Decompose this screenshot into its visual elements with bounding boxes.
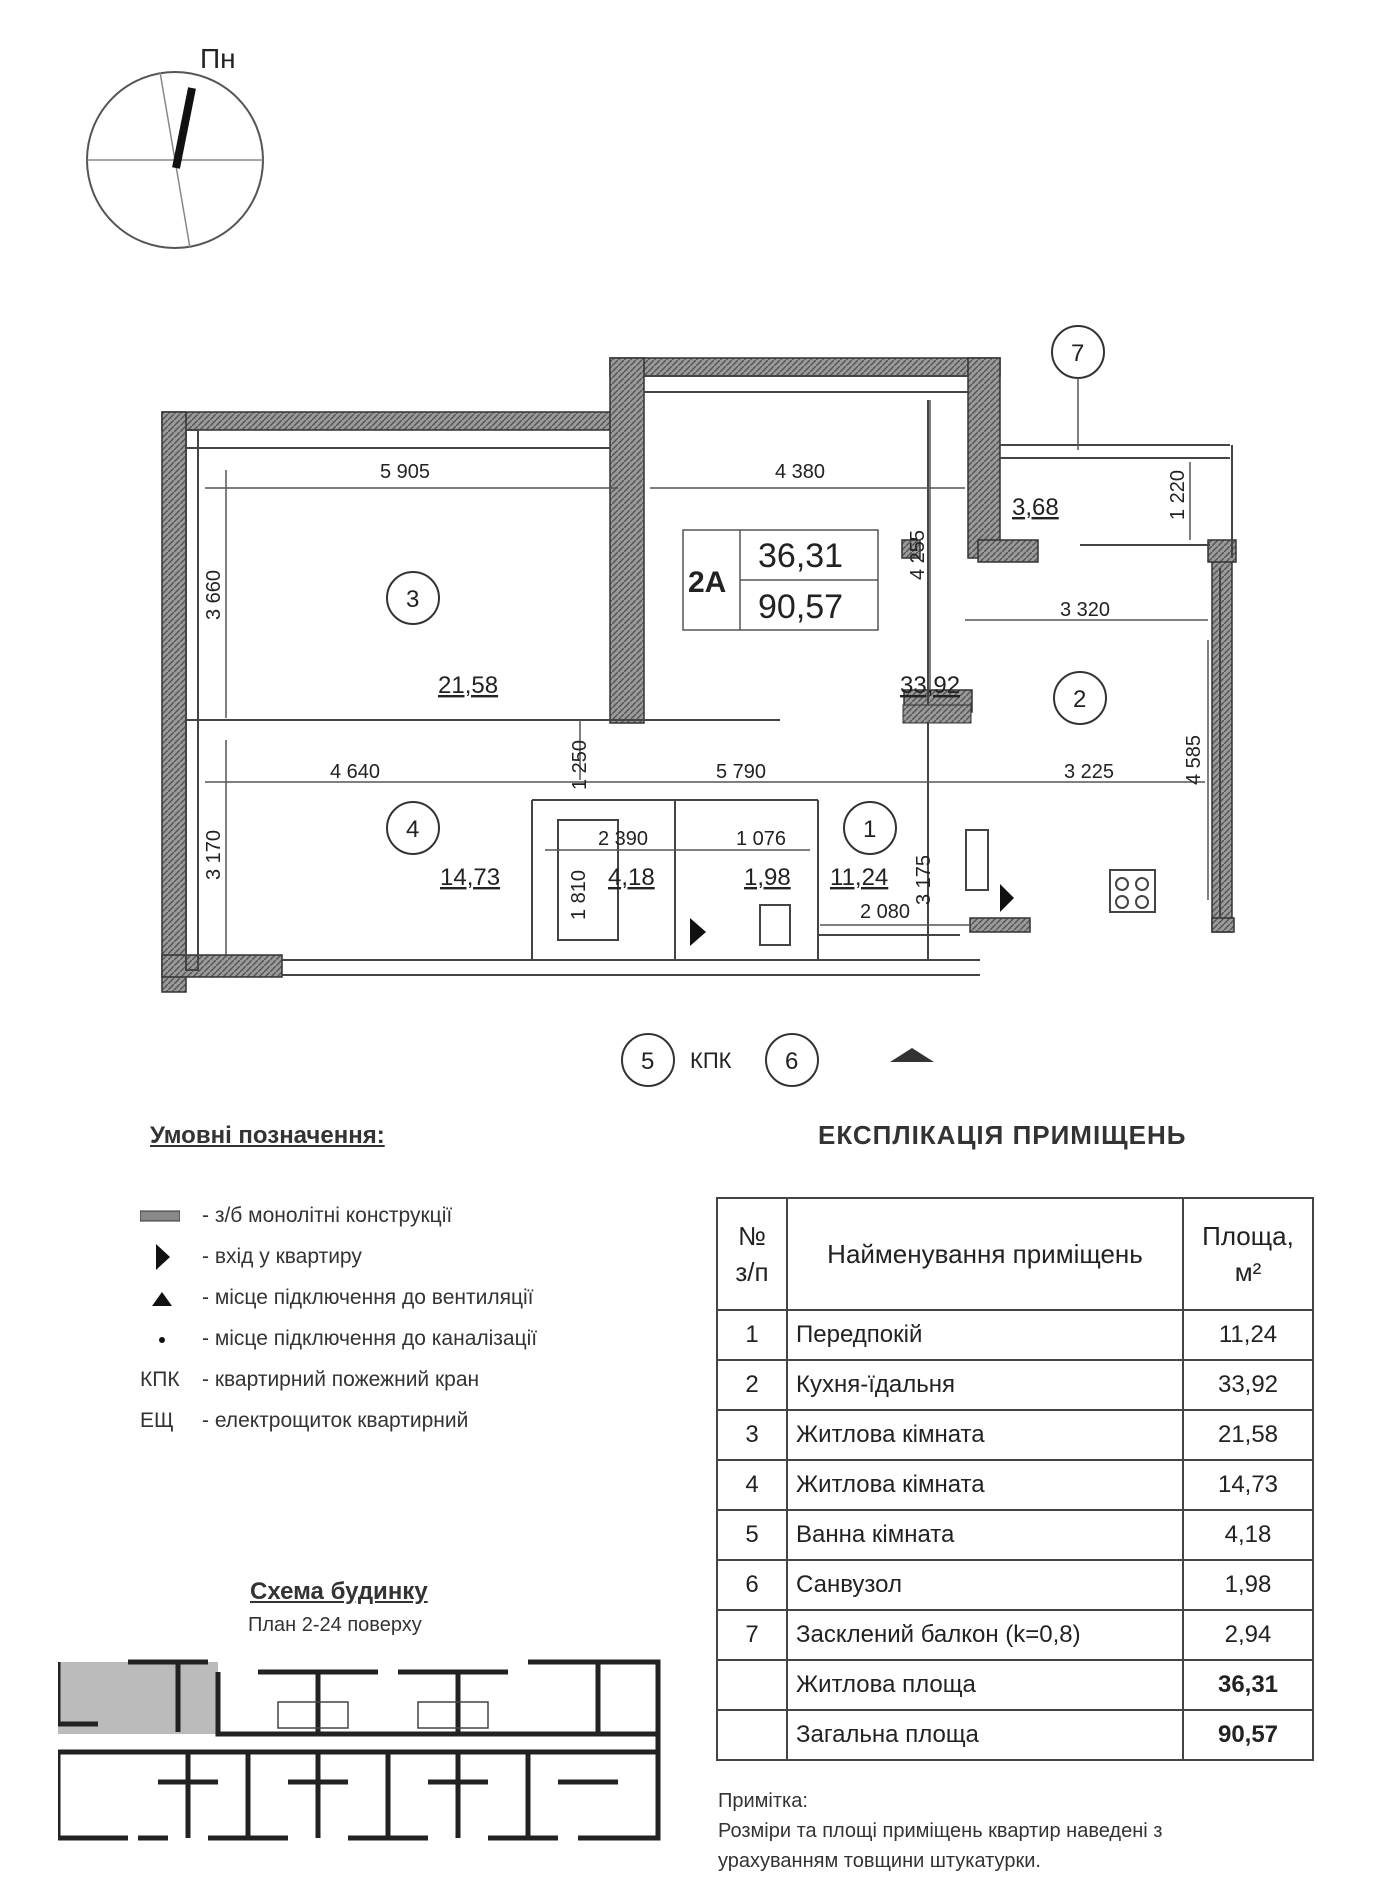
table-cell-area: 21,58 [1183, 1410, 1313, 1460]
table-cell-area: 33,92 [1183, 1360, 1313, 1410]
dim-4585: 4 585 [1183, 734, 1205, 785]
dim-2390: 2 390 [598, 828, 649, 850]
table-cell-name: Житлова кімната [787, 1460, 1183, 1510]
room-1-area: 11,24 [830, 864, 889, 891]
ventilation-triangle-icon [140, 1288, 202, 1308]
room-4-number: 4 [406, 816, 420, 843]
room-5-area: 4,18 [608, 864, 655, 891]
table-cell-name: Передпокій [787, 1310, 1183, 1360]
apartment-label [683, 530, 878, 630]
note-line: урахуванням товщини штукатурки. [718, 1850, 1041, 1872]
table-cell-name: Житлова кімната [787, 1410, 1183, 1460]
header-area: Площа, м² [1183, 1198, 1313, 1310]
table-row [717, 1610, 1313, 1660]
table-cell-name: Санвузол [787, 1560, 1183, 1610]
dim-3175: 3 175 [913, 854, 935, 905]
table-row [717, 1510, 1313, 1560]
legend-item-text: - місце підключення до вентиляції [202, 1285, 534, 1309]
legend-item-text: - з/б монолітні конструкції [202, 1203, 453, 1227]
table-cell-num: 4 [717, 1460, 787, 1510]
room-5-number: 5 [641, 1048, 655, 1075]
table-row [717, 1310, 1313, 1360]
dim-1250: 1 250 [569, 739, 591, 790]
room-2-number: 2 [1073, 686, 1087, 713]
dim-1220: 1 220 [1167, 469, 1189, 520]
north-arrow-icon [176, 88, 192, 168]
room-2-area: 33,92 [900, 672, 961, 699]
table-cell-empty [717, 1660, 787, 1710]
entrance-triangle-icon [1000, 884, 1014, 912]
legend-symbol: ЕЩ [140, 1408, 174, 1432]
table-cell-num: 7 [717, 1610, 787, 1660]
table-cell-area: 2,94 [1183, 1610, 1313, 1660]
table-cell-area: 4,18 [1183, 1510, 1313, 1560]
table-total-row [717, 1660, 1313, 1710]
legend-item [140, 1277, 537, 1318]
table-cell-area: 14,73 [1183, 1460, 1313, 1510]
header-name: Найменування приміщень [787, 1198, 1183, 1310]
electrical-panel [903, 705, 971, 723]
dim-3660: 3 660 [203, 569, 225, 620]
compass-label: Пн [200, 43, 236, 74]
table-row [717, 1560, 1313, 1610]
sewer-dot-icon [140, 1329, 202, 1349]
dim-3225: 3 225 [1064, 761, 1115, 783]
dim-3170: 3 170 [203, 829, 225, 880]
legend-item [140, 1359, 537, 1400]
table-cell-area: 36,31 [1183, 1660, 1313, 1710]
explication-table [716, 1197, 1314, 1761]
legend-item-text: - вхід у квартиру [202, 1244, 362, 1268]
table-cell-num: 1 [717, 1310, 787, 1360]
dim-2080: 2 080 [860, 901, 911, 923]
dim-4380: 4 380 [775, 461, 826, 483]
apartment-total-area: 90,57 [758, 588, 844, 626]
table-row [717, 1360, 1313, 1410]
room-3-number: 3 [406, 586, 420, 613]
legend-item [140, 1318, 537, 1359]
table-cell-name: Ванна кімната [787, 1510, 1183, 1560]
legend [140, 1195, 537, 1441]
room-6-number: 6 [785, 1048, 799, 1075]
dim-5905: 5 905 [380, 461, 431, 483]
legend-item-text: - місце підключення до каналізації [202, 1326, 538, 1350]
table-cell-name: Кухня-їдальня [787, 1360, 1183, 1410]
table-cell-num: 6 [717, 1560, 787, 1610]
table-cell-num: 2 [717, 1360, 787, 1410]
dim-4640: 4 640 [330, 761, 381, 783]
table-cell-name: Житлова площа [787, 1660, 1183, 1710]
room-3-area: 21,58 [438, 672, 499, 699]
legend-title: Умовні позначення: [150, 1122, 385, 1149]
scheme-title: Схема будинку [250, 1578, 428, 1605]
legend-item-text: - електрощиток квартирний [202, 1408, 469, 1432]
compass [87, 43, 263, 248]
table-cell-name: Загальна площа [787, 1710, 1183, 1760]
table-cell-name: Засклений балкон (k=0,8) [787, 1610, 1183, 1660]
dim-1076: 1 076 [736, 828, 787, 850]
header-num: № з/п [717, 1198, 787, 1310]
table-cell-area: 11,24 [1183, 1310, 1313, 1360]
note-line: Розміри та площі приміщень квартир наведені з [718, 1820, 1163, 1842]
dimension-lines [205, 400, 1208, 955]
legend-item [140, 1400, 537, 1441]
dim-5790: 5 790 [716, 761, 767, 783]
building-scheme [58, 1652, 663, 1852]
room-1-number: 1 [863, 816, 877, 843]
room-4-area: 14,73 [440, 864, 501, 891]
apartment-living-area: 36,31 [758, 537, 844, 575]
note-title: Примітка: [718, 1790, 808, 1812]
kpk-label: КПК [690, 1048, 732, 1073]
table-row [717, 1410, 1313, 1460]
dim-3320: 3 320 [1060, 599, 1111, 621]
scheme-subtitle: План 2-24 поверху [248, 1614, 422, 1636]
dim-4255: 4 255 [907, 529, 929, 580]
room-6-area: 1,98 [744, 864, 791, 891]
wall-block-icon [140, 1209, 202, 1223]
table-row [717, 1460, 1313, 1510]
room-7-area: 3,68 [1012, 494, 1059, 521]
note [718, 1786, 1162, 1876]
legend-item-text: - квартирний пожежний кран [202, 1367, 480, 1391]
table-cell-empty [717, 1710, 787, 1760]
apartment-type: 2А [688, 566, 727, 599]
entrance-triangle-icon [140, 1242, 202, 1272]
ventilation-triangle-icon [890, 1048, 934, 1062]
table-cell-area: 90,57 [1183, 1710, 1313, 1760]
explication-title: ЕКСПЛІКАЦІЯ ПРИМІЩЕНЬ [818, 1120, 1187, 1150]
legend-item [140, 1236, 537, 1277]
entrance-triangle-icon [690, 918, 706, 946]
table-total-row [717, 1710, 1313, 1760]
table-cell-area: 1,98 [1183, 1560, 1313, 1610]
legend-symbol: КПК [140, 1367, 180, 1391]
dim-1810: 1 810 [568, 869, 590, 920]
table-cell-num: 3 [717, 1410, 787, 1460]
room-7-number: 7 [1071, 340, 1085, 367]
table-header-row [717, 1198, 1313, 1310]
legend-item [140, 1195, 537, 1236]
table-cell-num: 5 [717, 1510, 787, 1560]
